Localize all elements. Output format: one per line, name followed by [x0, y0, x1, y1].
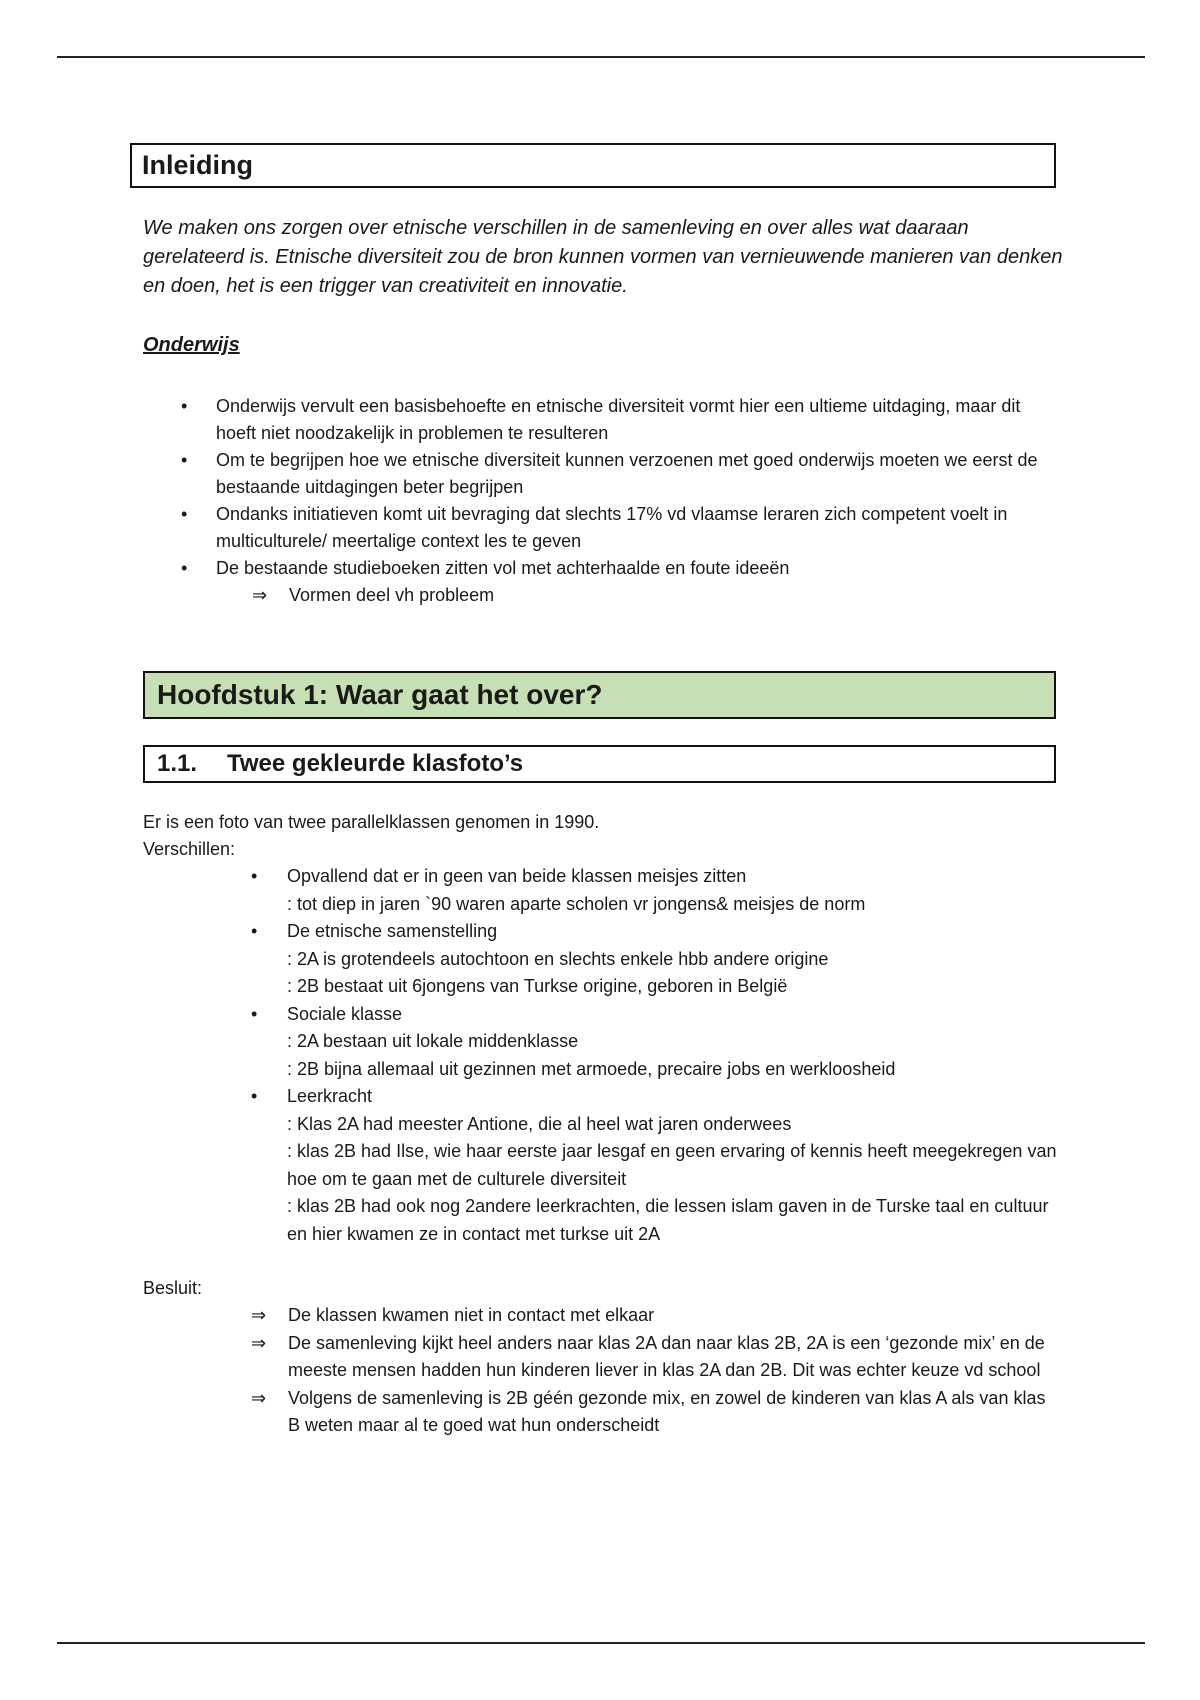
list-item-detail: : klas 2B had Ilse, wie haar eerste jaar lesgaf en geen ervaring of kennis heeft meegekregen van hoe om te gaan met de culturele diversiteit [287, 1141, 1057, 1189]
heading-inleiding [130, 143, 1056, 188]
besluit-list [0, 1302, 1200, 1440]
list-item-text: De samenleving kijkt heel anders naar klas 2A dan naar klas 2B, 2A is een ‘gezonde mix’ en de meeste mensen hadden hun kinderen liever in klas 2A dan 2B. Dit was echter keuze vd school [288, 1332, 1045, 1380]
bullet-icon: • [251, 1086, 258, 1106]
list-item-text: Volgens de samenleving is 2B géén gezonde mix, en zowel de kinderen van klas A als van klas B weten maar al te goed wat hun onderscheidt [288, 1387, 1046, 1435]
list-item-detail: : Klas 2A had meester Antione, die al heel wat jaren onderwees [287, 1113, 792, 1134]
list-item-detail: : klas 2B had ook nog 2andere leerkrachten, die lessen islam gaven in de Turske taal en cultuur en hier kwamen ze in contact met turkse uit 2A [287, 1196, 1049, 1244]
list-item-text: De bestaande studieboeken zitten vol met achterhaalde en foute ideeën [216, 558, 790, 578]
bullet-icon: • [181, 504, 188, 524]
bullet-icon: • [181, 558, 188, 578]
list-item-title: Sociale klasse [287, 1003, 403, 1024]
list-item [0, 918, 1057, 1001]
list-item-detail: : tot diep in jaren `90 waren aparte scholen vr jongens& meisjes de norm [287, 893, 866, 914]
list-item-detail: : 2A bestaan uit lokale middenklasse [287, 1031, 579, 1051]
photo-paragraph: Er is een foto van twee parallelklassen genomen in 1990. [143, 812, 600, 832]
section-heading [143, 745, 1056, 783]
verschillen-list [0, 863, 1200, 1248]
arrow-icon: ⇒ [251, 1387, 267, 1408]
section-number: 1.1. [157, 750, 198, 777]
heading-inleiding-text: Inleiding [142, 150, 253, 180]
list-item-text: Ondanks initiatieven komt uit bevraging dat slechts 17% vd vlaamse leraren zich competent voelt in multiculturele/ meertalige context les te geven [216, 504, 1008, 551]
subheading-onderwijs: Onderwijs [143, 334, 240, 356]
onderwijs-list [0, 393, 1200, 609]
list-item-text: Onderwijs vervult een basisbehoefte en etnische diversiteit vormt hier een ultieme uitdaging, maar dit hoeft niet noodzakelijk in problemen te resulteren [216, 396, 1021, 443]
top-rule [57, 56, 1145, 58]
list-item [0, 1302, 1058, 1330]
list-item [0, 1001, 1057, 1084]
bullet-icon: • [181, 396, 188, 416]
list-item [0, 393, 1056, 447]
list-item [0, 1083, 1057, 1248]
section-title: Twee gekleurde klasfoto’s [227, 750, 524, 777]
list-item [0, 863, 1057, 918]
list-item-text: De klassen kwamen niet in contact met elkaar [288, 1305, 655, 1325]
besluit-label: Besluit: [143, 1278, 203, 1298]
intro-paragraph: We maken ons zorgen over etnische verschillen in de samenleving en over alles wat daaraan gerelateerd is. Etnische diversiteit zou de bron kunnen vormen van vernieuwende manieren van denken en doen, het is een trigger van creativiteit en innovatie. [143, 217, 1063, 297]
list-item-title: Opvallend dat er in geen van beide klassen meisjes zitten [287, 866, 747, 886]
bullet-icon: • [251, 1003, 258, 1024]
chapter-heading [143, 671, 1056, 719]
list-item-detail: : 2B bijna allemaal uit gezinnen met armoede, precaire jobs en werkloosheid [287, 1058, 896, 1079]
list-item [0, 1330, 1058, 1385]
list-item-detail: : 2B bestaat uit 6jongens van Turkse origine, geboren in België [287, 976, 788, 996]
verschillen-label: Verschillen: [143, 839, 236, 859]
arrow-icon: ⇒ [251, 1305, 267, 1325]
list-item [0, 1385, 1058, 1440]
arrow-item-text: Vormen deel vh probleem [289, 585, 495, 605]
list-item [0, 555, 1056, 582]
arrow-icon: ⇒ [252, 585, 268, 605]
bullet-icon: • [251, 921, 258, 941]
list-item-text: Om te begrijpen hoe we etnische diversiteit kunnen verzoenen met goed onderwijs moeten we eerst de bestaande uitdagingen beter begrijpen [216, 450, 1038, 497]
list-item-title: De etnische samenstelling [287, 921, 498, 941]
bullet-icon: • [251, 866, 258, 886]
chapter-heading-text: Hoofdstuk 1: Waar gaat het over? [157, 679, 603, 710]
list-item [0, 501, 1056, 555]
list-item-title: Leerkracht [287, 1086, 373, 1106]
arrow-icon: ⇒ [251, 1332, 267, 1353]
arrow-item [0, 582, 1049, 609]
bottom-rule [57, 1642, 1145, 1644]
bullet-icon: • [181, 450, 188, 470]
list-item-detail: : 2A is grotendeels autochtoon en slechts enkele hbb andere origine [287, 948, 829, 969]
list-item [0, 447, 1056, 501]
